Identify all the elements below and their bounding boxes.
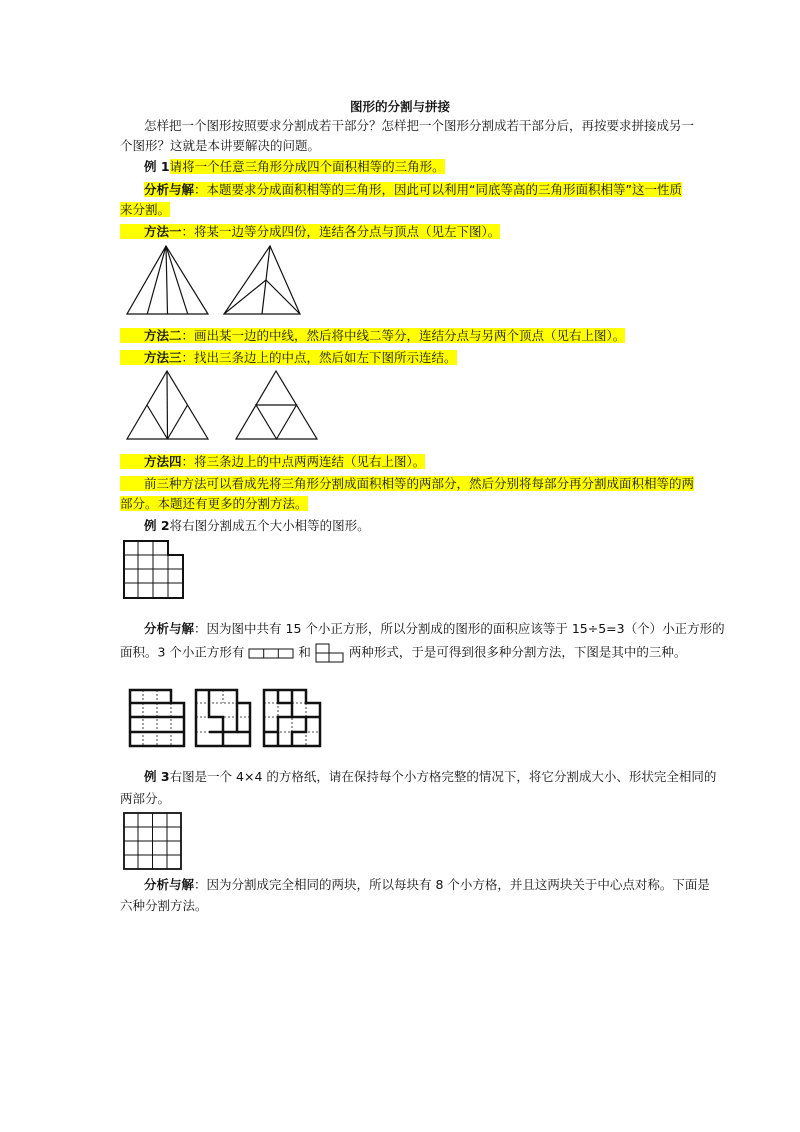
intro-line-2: 个图形？这就是本讲要解决的问题。 bbox=[120, 138, 321, 153]
method-1-text: ：将某一边等分成四份，连结各分点与顶点（见左下图）。 bbox=[181, 224, 501, 239]
example-3-analysis-line-2: 六种分割方法。 bbox=[120, 898, 208, 913]
method-2-line bbox=[120, 327, 680, 345]
intro-line-1: 怎样把一个图形按照要求分割成若干部分？怎样把一个图形分割成若干部分后，再按要求拼接成另一 bbox=[144, 118, 695, 133]
example-1-label: 例 1 bbox=[144, 159, 170, 174]
method-3-label: 方法三 bbox=[144, 350, 182, 365]
method-2-text: ：画出某一边的中线，然后将中线二等分，连结分点与另两个顶点（见右上图）。 bbox=[181, 328, 626, 343]
example-2-analysis-text-1: ：因为图中共有 15 个小正方形，所以分割成的图形的面积应该等于 15÷5=3（个）小正方形的 bbox=[194, 621, 725, 636]
example-1-analysis-line-1 bbox=[120, 181, 704, 199]
grid-5x3-figure bbox=[123, 540, 185, 600]
method-3-text: ：找出三条边上的中点，然后如左下图所示连结。 bbox=[181, 350, 457, 365]
example-3-analysis-text-1: ：因为分割成完全相同的两块，所以每块有 8 个小方格，并且这两块关于中心点对称。下面是 bbox=[194, 877, 710, 892]
example-2-label: 例 2 bbox=[144, 518, 170, 533]
example-1-analysis-text-1: ：本题要求分成面积相等的三角形，因此可以利用“同底等高的三角形面积相等”这一性质 bbox=[194, 182, 682, 197]
solution-figure-2 bbox=[194, 688, 252, 748]
example-2-prompt bbox=[120, 517, 704, 535]
solution-figure-3 bbox=[262, 688, 322, 748]
example-1-analysis-line-2 bbox=[120, 201, 680, 219]
example-2-analysis-text-2a: 面积。3 个小正方形有 bbox=[120, 644, 245, 660]
method-1-line bbox=[120, 223, 680, 241]
triangle-method-4-figure bbox=[234, 369, 319, 441]
solution-figure-1 bbox=[128, 688, 186, 748]
triangle-method-2-figure bbox=[222, 244, 302, 316]
page-title: 图形的分割与拼接 bbox=[349, 99, 450, 114]
summary-line-1 bbox=[120, 475, 695, 493]
method-4-line bbox=[120, 453, 680, 471]
example-3-prompt-line-1 bbox=[120, 768, 717, 786]
example-2-analysis-line-2 bbox=[120, 643, 687, 663]
method-2-label: 方法二 bbox=[144, 328, 182, 343]
example-1-analysis-text-2: 来分割。 bbox=[120, 202, 171, 217]
example-2-analysis-label: 分析与解 bbox=[144, 621, 195, 636]
analysis-label: 分析与解 bbox=[144, 182, 195, 197]
method-4-text: ：将三条边上的中点两两连结（见右上图）。 bbox=[181, 454, 426, 469]
method-3-line bbox=[120, 349, 680, 367]
triangle-method-1-figure bbox=[125, 244, 210, 316]
example-1-text: 请将一个任意三角形分成四个面积相等的三角形。 bbox=[169, 159, 445, 174]
example-2-analysis-text-2b: 两种形式，于是可得到很多种分割方法，下图是其中的三种。 bbox=[348, 644, 687, 660]
example-1-prompt bbox=[120, 158, 704, 176]
tromino-l-figure bbox=[315, 643, 345, 663]
example-3-analysis-label: 分析与解 bbox=[144, 877, 195, 892]
tromino-straight-figure bbox=[248, 647, 294, 659]
summary-text-1: 前三种方法可以看成先将三角形分割成面积相等的两部分，然后分别将每部分再分割成面积相等的两 bbox=[144, 476, 695, 491]
example-2-text: 将右图分割成五个大小相等的图形。 bbox=[169, 518, 370, 533]
example-3-prompt-line-2: 两部分。 bbox=[120, 791, 171, 806]
example-2-analysis-line-1 bbox=[120, 620, 725, 638]
example-3-label: 例 3 bbox=[144, 769, 170, 784]
example-3-analysis-line-1 bbox=[120, 876, 710, 894]
method-1-label: 方法一 bbox=[144, 224, 182, 239]
summary-text-2: 部分。本题还有更多的分割方法。 bbox=[120, 496, 308, 511]
and-word: 和 bbox=[298, 644, 311, 660]
triangle-method-3-figure bbox=[125, 369, 210, 441]
method-4-label: 方法四 bbox=[144, 454, 182, 469]
grid-4x4-figure bbox=[123, 812, 183, 872]
summary-line-2 bbox=[120, 495, 680, 513]
example-3-text-1: 右图是一个 4×4 的方格纸，请在保持每个小方格完整的情况下，将它分割成大小、形状完全相同的 bbox=[169, 769, 717, 784]
